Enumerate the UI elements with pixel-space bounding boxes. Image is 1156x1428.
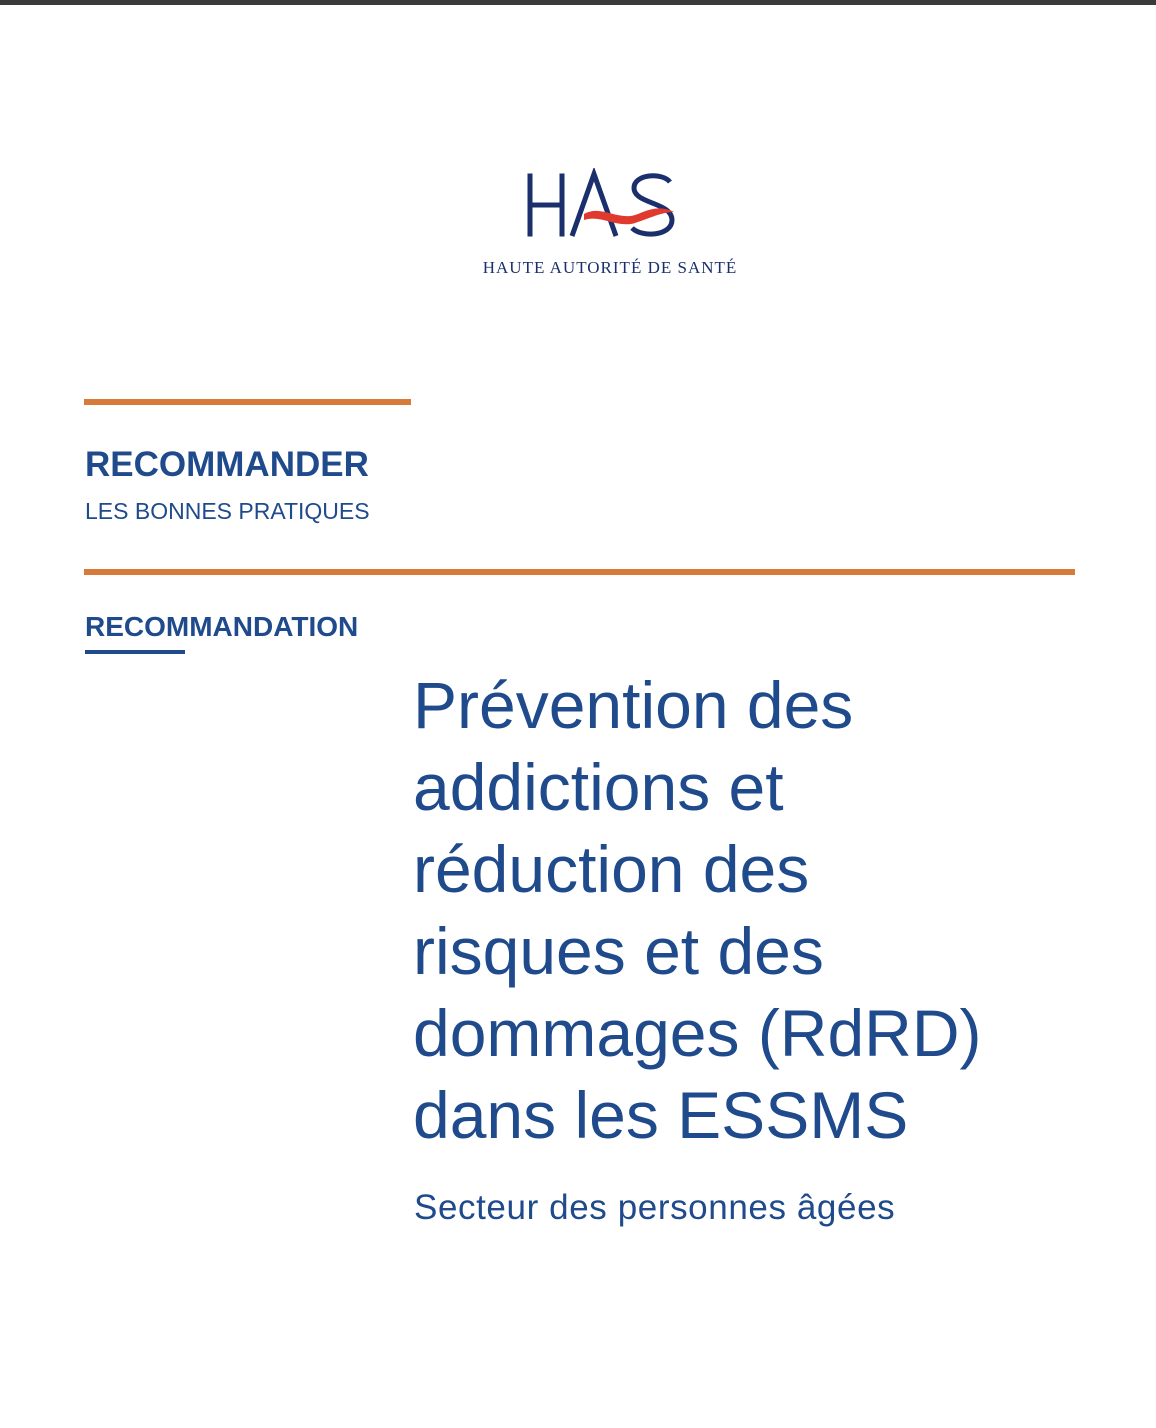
title-line: Prévention des [413,668,854,742]
title-line: réduction des [413,832,810,906]
orange-rule-long [84,569,1075,575]
document-subtitle: Secteur des personnes âgées [414,1188,896,1227]
document-title [413,664,1113,1156]
section-heading: RECOMMANDER [85,445,369,484]
orange-rule-short [84,399,411,405]
title-line: risques et des [413,914,824,988]
document-type-underline [85,650,185,654]
title-line: dans les ESSMS [413,1078,909,1152]
title-line: dommages (RdRD) [413,996,982,1070]
document-type: RECOMMANDATION [85,611,359,642]
title-line: addictions et [413,750,784,824]
top-border [0,0,1156,5]
has-logo-icon [522,168,692,248]
logo-subtitle: HAUTE AUTORITÉ DE SANTÉ [482,258,738,277]
has-logo [460,160,760,290]
section-subheading: LES BONNES PRATIQUES [85,498,370,524]
